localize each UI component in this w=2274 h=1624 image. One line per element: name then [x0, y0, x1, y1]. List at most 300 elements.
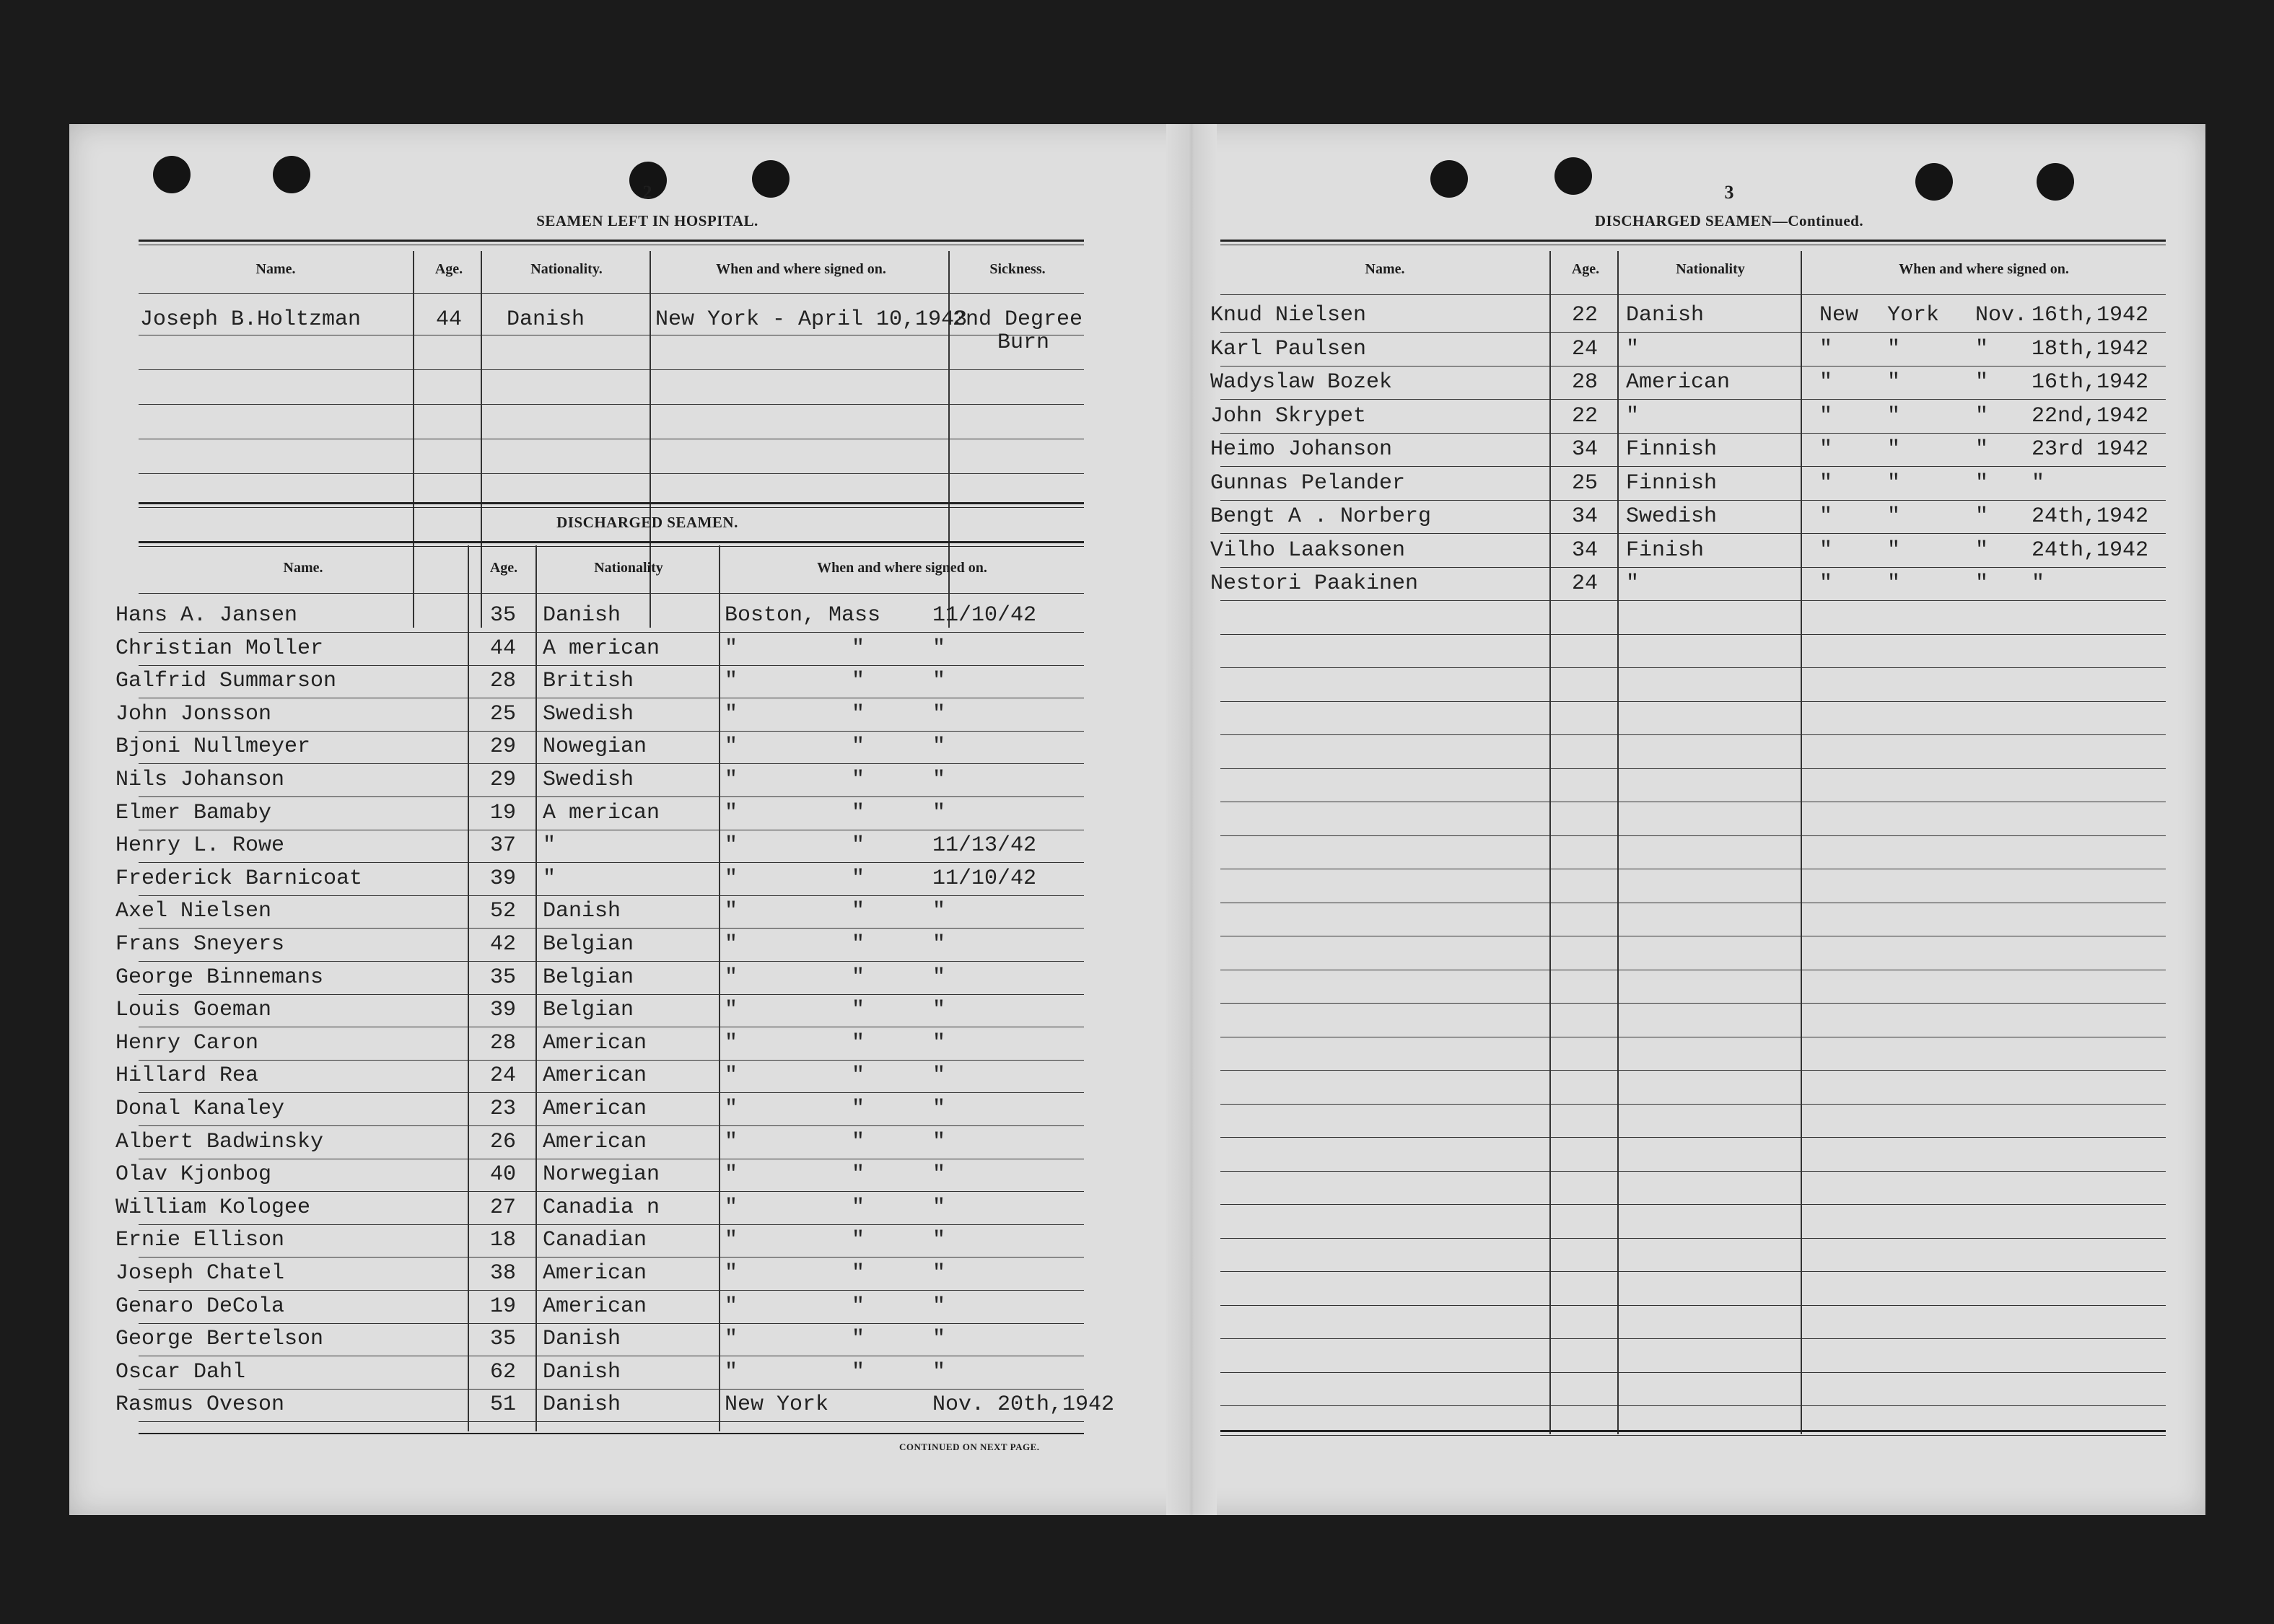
- seaman-name: George Bertelson: [115, 1327, 324, 1351]
- seaman-nationality: ": [1626, 337, 1640, 361]
- seaman-nationality: ": [543, 866, 556, 891]
- signed-on-ditto: ": [852, 1360, 865, 1384]
- row-rule: [139, 1290, 1084, 1291]
- row-rule: [139, 369, 1084, 370]
- row-rule: [139, 961, 1084, 962]
- signed-on-date: ": [932, 1360, 946, 1384]
- row-rule: [139, 994, 1084, 995]
- signed-on-date: ": [932, 1031, 946, 1055]
- seaman-nationality: American: [1626, 370, 1731, 395]
- seaman-nationality: Canadia n: [543, 1195, 660, 1220]
- row-rule: [139, 1224, 1084, 1225]
- signed-on-ditto: ": [852, 1130, 865, 1154]
- seaman-age: 52: [489, 899, 516, 923]
- signed-on-date: ": [2032, 571, 2045, 596]
- signed-on-place: ": [725, 1327, 738, 1351]
- row-rule: [1220, 1003, 2166, 1004]
- signed-on-date: ": [2032, 471, 2045, 496]
- signed-on-date: ": [932, 932, 946, 957]
- signed-on-place: ": [725, 1294, 738, 1319]
- signed-on-place: ": [725, 965, 738, 990]
- col-header-signed-on: When and where signed on.: [817, 560, 987, 576]
- signed-on-ditto: ": [852, 1294, 865, 1319]
- row-rule: [139, 895, 1084, 896]
- signed-on-date: ": [932, 1097, 946, 1121]
- seaman-age: 27: [489, 1195, 516, 1220]
- seaman-name: Albert Badwinsky: [115, 1130, 324, 1154]
- signed-on-month: ": [1975, 471, 1989, 496]
- row-rule: [1220, 399, 2166, 400]
- signed-on-place: ": [1819, 504, 1833, 529]
- signed-on-month: ": [1975, 404, 1989, 429]
- signed-on-place: ": [725, 768, 738, 792]
- seaman-name: Frans Sneyers: [115, 932, 285, 957]
- seaman-name: Joseph Chatel: [115, 1261, 285, 1286]
- row-rule: [1220, 1372, 2166, 1373]
- row-rule: [139, 1125, 1084, 1126]
- signed-on-ditto: ": [852, 768, 865, 792]
- row-rule: [139, 1060, 1084, 1061]
- col-divider: [1617, 251, 1619, 1434]
- page-number: 2: [642, 182, 652, 203]
- col-header-age: Age.: [489, 560, 518, 576]
- col-header-signed-on: When and where signed on.: [1899, 261, 2069, 277]
- row-rule: [139, 404, 1084, 405]
- signed-on-place: ": [725, 801, 738, 825]
- signed-on-ditto: ": [852, 1327, 865, 1351]
- hospital-sickness-line2: Burn: [997, 330, 1050, 355]
- signed-on-place-2: ": [1887, 471, 1901, 496]
- row-rule: [1220, 1070, 2166, 1071]
- seaman-nationality: ": [543, 833, 556, 858]
- row-rule: [1220, 600, 2166, 601]
- row-rule: [1220, 1104, 2166, 1105]
- signed-on-date: ": [932, 1261, 946, 1286]
- signed-on-place: ": [725, 932, 738, 957]
- col-header-age: Age.: [1571, 261, 1600, 277]
- seaman-nationality: Danish: [543, 899, 621, 923]
- seaman-name: Henry Caron: [115, 1031, 259, 1055]
- col-header-signed-on: When and where signed on.: [716, 261, 886, 277]
- row-rule: [1220, 1171, 2166, 1172]
- seaman-age: 24: [1571, 571, 1598, 596]
- seaman-nationality: Danish: [1626, 303, 1705, 328]
- seaman-name: William Kologee: [115, 1195, 311, 1220]
- signed-on-date: Nov. 20th,1942: [932, 1392, 1115, 1417]
- signed-on-month: ": [1975, 571, 1989, 596]
- signed-on-place: ": [725, 1130, 738, 1154]
- signed-on-place: ": [1819, 471, 1833, 496]
- row-rule: [1220, 768, 2166, 769]
- signed-on-place: ": [1819, 337, 1833, 361]
- signed-on-date: ": [932, 636, 946, 661]
- row-rule: [1220, 667, 2166, 668]
- seaman-age: 28: [489, 669, 516, 693]
- signed-on-ditto: ": [852, 636, 865, 661]
- hospital-section-title: SEAMEN LEFT IN HOSPITAL.: [536, 212, 758, 229]
- seaman-nationality: Finish: [1626, 538, 1705, 563]
- row-rule: [1220, 1238, 2166, 1239]
- seaman-name: Karl Paulsen: [1210, 337, 1367, 361]
- row-rule: [1220, 1271, 2166, 1272]
- seaman-age: 28: [489, 1031, 516, 1055]
- row-rule: [1220, 835, 2166, 836]
- signed-on-place-2: ": [1887, 370, 1901, 395]
- seaman-nationality: American: [543, 1063, 647, 1088]
- row-rule: [139, 1092, 1084, 1093]
- seaman-name: Ernie Ellison: [115, 1228, 285, 1252]
- row-rule: [1220, 1137, 2166, 1138]
- col-header-name: Name.: [1365, 261, 1405, 277]
- signed-on-month: ": [1975, 370, 1989, 395]
- seaman-name: Bjoni Nullmeyer: [115, 734, 311, 759]
- seaman-nationality: Finnish: [1626, 437, 1718, 462]
- seaman-age: 25: [489, 702, 516, 727]
- rule: [139, 240, 1084, 242]
- signed-on-place: ": [1819, 538, 1833, 563]
- seaman-age: 35: [489, 603, 516, 628]
- signed-on-ditto: ": [852, 1195, 865, 1220]
- seaman-name: Olav Kjonbog: [115, 1162, 272, 1187]
- seaman-nationality: American: [543, 1261, 647, 1286]
- row-rule: [1220, 1405, 2166, 1406]
- signed-on-date: ": [932, 1228, 946, 1252]
- signed-on-place: ": [725, 1031, 738, 1055]
- signed-on-date: ": [932, 998, 946, 1022]
- rule: [139, 293, 1084, 294]
- seaman-name: John Skrypet: [1210, 404, 1367, 429]
- signed-on-date: 24th,1942: [2032, 538, 2149, 563]
- row-rule: [1220, 332, 2166, 333]
- seaman-nationality: Nowegian: [543, 734, 647, 759]
- continued-note: CONTINUED ON NEXT PAGE.: [899, 1441, 1040, 1452]
- seaman-nationality: Danish: [543, 1392, 621, 1417]
- signed-on-place: Boston, Mass: [725, 603, 881, 628]
- seaman-age: 40: [489, 1162, 516, 1187]
- signed-on-month: ": [1975, 504, 1989, 529]
- seaman-nationality: American: [543, 1031, 647, 1055]
- document-sheet: [69, 124, 2205, 1515]
- signed-on-place: ": [725, 866, 738, 891]
- signed-on-date: 22nd,1942: [2032, 404, 2149, 429]
- row-rule: [139, 731, 1084, 732]
- signed-on-date: 24th,1942: [2032, 504, 2149, 529]
- signed-on-ditto: ": [852, 1063, 865, 1088]
- seaman-nationality: American: [543, 1097, 647, 1121]
- seaman-age: 25: [1571, 471, 1598, 496]
- signed-on-place: New: [1819, 303, 1859, 328]
- seaman-nationality: Swedish: [543, 702, 634, 727]
- signed-on-place: ": [725, 1097, 738, 1121]
- seaman-nationality: Belgian: [543, 932, 634, 957]
- signed-on-date: 18th,1942: [2032, 337, 2149, 361]
- seaman-nationality: Canadian: [543, 1228, 647, 1252]
- col-header-nationality: Nationality.: [530, 261, 603, 277]
- row-rule: [139, 763, 1084, 764]
- signed-on-date: ": [932, 1195, 946, 1220]
- seaman-name: Knud Nielsen: [1210, 303, 1367, 328]
- seaman-name: Donal Kanaley: [115, 1097, 285, 1121]
- rule: [1220, 1430, 2166, 1432]
- signed-on-place: ": [725, 702, 738, 727]
- hospital-nationality: Danish: [507, 307, 585, 332]
- seaman-age: 34: [1571, 504, 1598, 529]
- signed-on-ditto: ": [852, 1162, 865, 1187]
- seaman-age: 51: [489, 1392, 516, 1417]
- seaman-age: 18: [489, 1228, 516, 1252]
- seaman-age: 23: [489, 1097, 516, 1121]
- seaman-name: Hans A. Jansen: [115, 603, 298, 628]
- signed-on-place: New York: [725, 1392, 829, 1417]
- seaman-name: Hillard Rea: [115, 1063, 259, 1088]
- signed-on-place-2: ": [1887, 337, 1901, 361]
- seaman-nationality: ": [1626, 571, 1640, 596]
- row-rule: [1220, 500, 2166, 501]
- rule: [1220, 240, 2166, 242]
- seaman-name: Axel Nielsen: [115, 899, 272, 923]
- seaman-age: 38: [489, 1261, 516, 1286]
- seaman-nationality: A merican: [543, 636, 660, 661]
- seaman-age: 37: [489, 833, 516, 858]
- rule: [1220, 294, 2166, 295]
- col-header-nationality: Nationality: [594, 560, 663, 576]
- row-rule: [139, 796, 1084, 797]
- signed-on-place-2: York: [1887, 303, 1940, 328]
- seaman-nationality: Danish: [543, 603, 621, 628]
- seaman-nationality: Swedish: [1626, 504, 1718, 529]
- seaman-age: 24: [489, 1063, 516, 1088]
- signed-on-ditto: ": [852, 1031, 865, 1055]
- row-rule: [1220, 701, 2166, 702]
- col-divider: [1549, 251, 1551, 1434]
- row-rule: [1220, 366, 2166, 367]
- seaman-age: 34: [1571, 538, 1598, 563]
- seaman-nationality: Norwegian: [543, 1162, 660, 1187]
- signed-on-date: 11/13/42: [932, 833, 1037, 858]
- signed-on-place: ": [1819, 437, 1833, 462]
- seaman-name: Christian Moller: [115, 636, 324, 661]
- seaman-age: 39: [489, 998, 516, 1022]
- signed-on-place: ": [725, 1261, 738, 1286]
- row-rule: [1220, 734, 2166, 735]
- seaman-nationality: ": [1626, 404, 1640, 429]
- signed-on-date: ": [932, 1063, 946, 1088]
- col-header-name: Name.: [255, 261, 296, 277]
- row-rule: [1220, 533, 2166, 534]
- signed-on-ditto: ": [852, 1097, 865, 1121]
- signed-on-ditto: ": [852, 801, 865, 825]
- seaman-age: 19: [489, 801, 516, 825]
- seaman-name: Bengt A . Norberg: [1210, 504, 1432, 529]
- seaman-age: 62: [489, 1360, 516, 1384]
- signed-on-date: ": [932, 1294, 946, 1319]
- seaman-age: 39: [489, 866, 516, 891]
- rule: [139, 1433, 1084, 1434]
- seaman-name: George Binnemans: [115, 965, 324, 990]
- row-rule: [139, 632, 1084, 633]
- signed-on-ditto: ": [852, 998, 865, 1022]
- signed-on-month: ": [1975, 538, 1989, 563]
- signed-on-place: ": [725, 1195, 738, 1220]
- signed-on-place: ": [725, 1063, 738, 1088]
- signed-on-date: ": [932, 1327, 946, 1351]
- seaman-age: 19: [489, 1294, 516, 1319]
- seaman-nationality: Danish: [543, 1327, 621, 1351]
- signed-on-ditto: ": [852, 965, 865, 990]
- signed-on-date: ": [932, 965, 946, 990]
- signed-on-place: ": [725, 998, 738, 1022]
- signed-on-ditto: ": [852, 899, 865, 923]
- rule: [139, 541, 1084, 543]
- signed-on-place: ": [725, 734, 738, 759]
- signed-on-place-2: ": [1887, 404, 1901, 429]
- row-rule: [139, 1323, 1084, 1324]
- signed-on-date: ": [932, 1130, 946, 1154]
- col-divider: [719, 545, 720, 1431]
- signed-on-place-2: ": [1887, 437, 1901, 462]
- signed-on-date: 11/10/42: [932, 603, 1037, 628]
- seaman-nationality: Belgian: [543, 965, 634, 990]
- hospital-age: 44: [435, 307, 462, 332]
- col-divider: [1801, 251, 1802, 1434]
- page-number: 3: [1724, 182, 1734, 203]
- signed-on-place: ": [725, 1360, 738, 1384]
- seaman-age: 29: [489, 768, 516, 792]
- row-rule: [139, 862, 1084, 863]
- signed-on-place-2: ": [1887, 571, 1901, 596]
- signed-on-place: ": [1819, 370, 1833, 395]
- row-rule: [1220, 567, 2166, 568]
- signed-on-place: ": [725, 899, 738, 923]
- seaman-name: Galfrid Summarson: [115, 669, 337, 693]
- signed-on-place: ": [725, 833, 738, 858]
- signed-on-month: ": [1975, 437, 1989, 462]
- signed-on-date: ": [932, 734, 946, 759]
- signed-on-month: Nov.: [1975, 303, 2028, 328]
- seaman-age: 42: [489, 932, 516, 957]
- hospital-signed-on: New York - April 10,1943: [655, 307, 968, 332]
- col-header-nationality: Nationality: [1676, 261, 1745, 277]
- seaman-name: Oscar Dahl: [115, 1360, 246, 1384]
- seaman-name: Genaro DeCola: [115, 1294, 285, 1319]
- seaman-nationality: Finnish: [1626, 471, 1718, 496]
- seaman-name: Frederick Barnicoat: [115, 866, 363, 891]
- seaman-name: Nestori Paakinen: [1210, 571, 1419, 596]
- signed-on-date: ": [932, 801, 946, 825]
- signed-on-ditto: ": [852, 866, 865, 891]
- row-rule: [1220, 634, 2166, 635]
- rule: [139, 502, 1084, 504]
- col-divider: [468, 545, 469, 1431]
- seaman-age: 44: [489, 636, 516, 661]
- signed-on-place: ": [725, 669, 738, 693]
- seaman-nationality: American: [543, 1130, 647, 1154]
- seaman-age: 22: [1571, 303, 1598, 328]
- row-rule: [139, 473, 1084, 474]
- signed-on-ditto: ": [852, 1261, 865, 1286]
- seaman-age: 26: [489, 1130, 516, 1154]
- signed-on-ditto: ": [852, 1228, 865, 1252]
- seaman-name: Elmer Bamaby: [115, 801, 272, 825]
- signed-on-date: ": [932, 768, 946, 792]
- signed-on-place: ": [725, 1228, 738, 1252]
- seaman-name: Nils Johanson: [115, 768, 285, 792]
- col-header-name: Name.: [283, 560, 323, 576]
- seaman-age: 34: [1571, 437, 1598, 462]
- signed-on-place: ": [725, 636, 738, 661]
- seaman-name: Louis Goeman: [115, 998, 272, 1022]
- col-header-sickness: Sickness.: [989, 261, 1046, 277]
- signed-on-ditto: ": [852, 932, 865, 957]
- seaman-name: Rasmus Oveson: [115, 1392, 285, 1417]
- signed-on-place: ": [725, 1162, 738, 1187]
- signed-on-ditto: ": [852, 734, 865, 759]
- signed-on-date: ": [932, 669, 946, 693]
- seaman-age: 29: [489, 734, 516, 759]
- discharged-continued-title: DISCHARGED SEAMEN—Continued.: [1594, 212, 1864, 229]
- signed-on-date: 16th,1942: [2032, 303, 2149, 328]
- discharged-section-title: DISCHARGED SEAMEN.: [556, 514, 738, 531]
- seaman-age: 28: [1571, 370, 1598, 395]
- signed-on-month: ": [1975, 337, 1989, 361]
- row-rule: [1220, 1338, 2166, 1339]
- row-rule: [139, 1191, 1084, 1192]
- seaman-age: 22: [1571, 404, 1598, 429]
- seaman-age: 24: [1571, 337, 1598, 361]
- seaman-nationality: Belgian: [543, 998, 634, 1022]
- seaman-nationality: Danish: [543, 1360, 621, 1384]
- row-rule: [1220, 1305, 2166, 1306]
- seaman-age: 35: [489, 1327, 516, 1351]
- rule: [139, 593, 1084, 594]
- signed-on-date: 16th,1942: [2032, 370, 2149, 395]
- signed-on-ditto: ": [852, 833, 865, 858]
- hospital-sickness: 2nd Degree: [953, 307, 1083, 332]
- col-header-age: Age.: [434, 261, 463, 277]
- signed-on-date: 23rd 1942: [2032, 437, 2149, 462]
- seaman-name: Heimo Johanson: [1210, 437, 1393, 462]
- signed-on-place-2: ": [1887, 504, 1901, 529]
- signed-on-place: ": [1819, 404, 1833, 429]
- signed-on-place-2: ": [1887, 538, 1901, 563]
- signed-on-date: ": [932, 1162, 946, 1187]
- signed-on-date: ": [932, 702, 946, 727]
- row-rule: [139, 665, 1084, 666]
- row-rule: [139, 928, 1084, 929]
- seaman-nationality: Swedish: [543, 768, 634, 792]
- seaman-nationality: American: [543, 1294, 647, 1319]
- row-rule: [1220, 466, 2166, 467]
- seaman-name: Vilho Laaksonen: [1210, 538, 1406, 563]
- col-divider: [535, 545, 537, 1431]
- seaman-age: 35: [489, 965, 516, 990]
- row-rule: [139, 1421, 1084, 1422]
- seaman-name: Henry L. Rowe: [115, 833, 285, 858]
- row-rule: [1220, 1204, 2166, 1205]
- page-fold: [1166, 124, 1217, 1515]
- row-rule: [139, 1389, 1084, 1390]
- seaman-name: Wadyslaw Bozek: [1210, 370, 1393, 395]
- hospital-name: Joseph B.Holtzman: [140, 307, 362, 332]
- seaman-nationality: British: [543, 669, 634, 693]
- seaman-name: John Jonsson: [115, 702, 272, 727]
- seaman-name: Gunnas Pelander: [1210, 471, 1406, 496]
- signed-on-place: ": [1819, 571, 1833, 596]
- signed-on-date: 11/10/42: [932, 866, 1037, 891]
- signed-on-ditto: ": [852, 702, 865, 727]
- seaman-nationality: A merican: [543, 801, 660, 825]
- row-rule: [1220, 433, 2166, 434]
